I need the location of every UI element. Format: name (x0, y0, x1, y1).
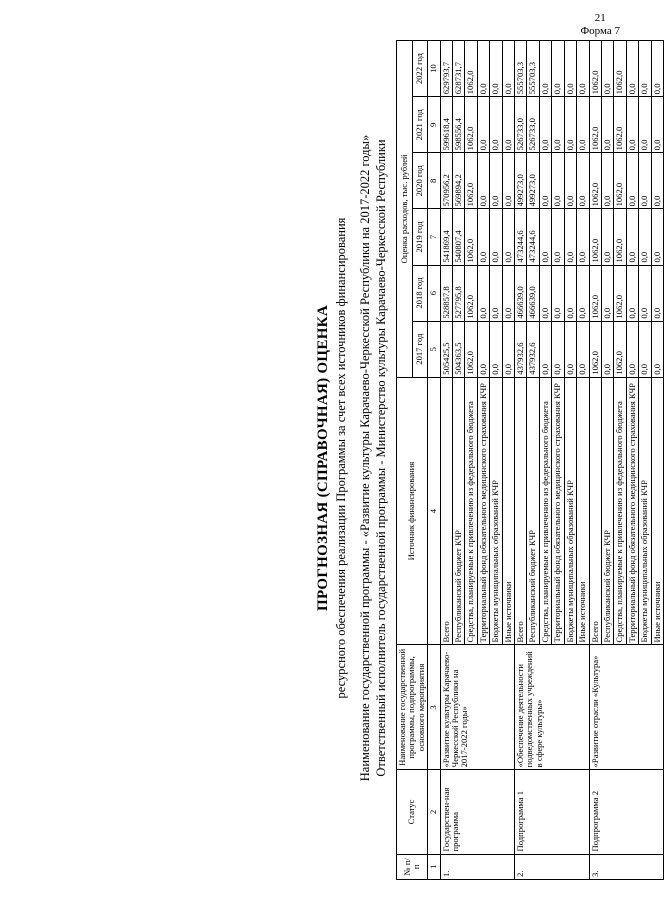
amount-cell: 0,0 (651, 97, 663, 153)
amount-cell: 1062,0 (589, 97, 601, 153)
row-name: «Развитие культуры Карачаево-Черкесской Республики на 2017-2022 годы» (440, 645, 514, 770)
amount-cell: 1062,0 (465, 265, 477, 321)
amount-cell: 499273,0 (527, 153, 539, 209)
amount-cell: 0,0 (502, 153, 514, 209)
amount-cell: 0,0 (626, 97, 638, 153)
amount-cell: 0,0 (502, 321, 514, 377)
amount-cell: 1062,0 (589, 153, 601, 209)
amount-cell: 437932,6 (515, 321, 527, 377)
table-row (440, 41, 452, 880)
amount-cell: 0,0 (490, 97, 502, 153)
amount-cell: 466639,0 (527, 265, 539, 321)
amount-cell: 0,0 (577, 41, 589, 97)
amount-cell: 0,0 (639, 97, 651, 153)
amount-cell: 0,0 (552, 153, 564, 209)
column-number: 5 (428, 321, 440, 377)
header-year: 2022 год (412, 41, 428, 97)
funding-source: Иные источники (651, 377, 663, 645)
amount-cell: 1062,0 (589, 41, 601, 97)
header-estimate: Оценка расходов, тыс. рублей (397, 41, 413, 378)
amount-cell: 1062,0 (589, 209, 601, 265)
header-year: 2018 год (412, 265, 428, 321)
amount-cell: 0,0 (639, 153, 651, 209)
amount-cell: 0,0 (490, 153, 502, 209)
column-number: 3 (428, 645, 440, 770)
column-number: 8 (428, 153, 440, 209)
amount-cell: 0,0 (577, 153, 589, 209)
amount-cell: 0,0 (601, 209, 613, 265)
funding-table (396, 40, 664, 880)
amount-cell: 540807,4 (453, 209, 465, 265)
row-status: Подпрограмма 1 (515, 770, 589, 854)
page-number: 21 (594, 12, 606, 24)
amount-cell: 0,0 (639, 41, 651, 97)
header-year: 2020 год (412, 153, 428, 209)
amount-cell: 0,0 (626, 209, 638, 265)
amount-cell: 0,0 (502, 97, 514, 153)
header-name: Наименование государственной программы, подпрограммы, основного мероприятия (397, 645, 428, 770)
amount-cell: 0,0 (577, 209, 589, 265)
funding-source: Иные источники (502, 377, 514, 645)
funding-source: Республиканский бюджет КЧР (601, 377, 613, 645)
header-row (397, 41, 413, 880)
amount-cell: 0,0 (490, 265, 502, 321)
document-title: ПРОГНОЗНАЯ (СПРАВОЧНАЯ) ОЦЕНКА (315, 305, 331, 611)
column-number: 1 (428, 854, 440, 879)
header-status: Статус (397, 770, 428, 854)
amount-cell: 0,0 (601, 153, 613, 209)
header-year: 2019 год (412, 209, 428, 265)
table-row (589, 41, 601, 880)
amount-cell: 0,0 (477, 41, 489, 97)
amount-cell: 555703,3 (527, 41, 539, 97)
amount-cell: 0,0 (639, 209, 651, 265)
amount-cell: 0,0 (552, 265, 564, 321)
row-name: «Развитие отрасли «Культура» (589, 645, 663, 770)
column-number: 10 (428, 41, 440, 97)
header-source: Источник финансирования (397, 377, 428, 645)
funding-source: Территориальный фонд обязательного медицинского страхования КЧР (552, 377, 564, 645)
funding-source: Средства, планируемые к привлечению из федерального бюджета (465, 377, 477, 645)
amount-cell: 505425,5 (440, 321, 452, 377)
amount-cell: 0,0 (577, 265, 589, 321)
amount-cell: 526733,0 (527, 97, 539, 153)
column-number: 4 (428, 377, 440, 645)
amount-cell: 437932,6 (527, 321, 539, 377)
form-label: Форма 7 (580, 25, 620, 37)
amount-cell: 0,0 (601, 41, 613, 97)
header-num: № п/п (397, 854, 428, 879)
table-body (440, 41, 663, 880)
amount-cell: 1062,0 (589, 321, 601, 377)
amount-cell: 0,0 (564, 321, 576, 377)
amount-cell: 0,0 (639, 265, 651, 321)
amount-cell: 598556,4 (453, 97, 465, 153)
amount-cell: 0,0 (552, 41, 564, 97)
row-name: «Обеспечение деятельности подведомственных учреждений в сфере культуры» (515, 645, 589, 770)
amount-cell: 0,0 (626, 153, 638, 209)
amount-cell: 0,0 (477, 265, 489, 321)
column-number: 9 (428, 97, 440, 153)
amount-cell: 0,0 (539, 41, 551, 97)
amount-cell: 1062,0 (465, 209, 477, 265)
funding-source: Республиканский бюджет КЧР (527, 377, 539, 645)
amount-cell: 0,0 (564, 265, 576, 321)
amount-cell: 628731,7 (453, 41, 465, 97)
amount-cell: 0,0 (651, 153, 663, 209)
funding-source: Всего (515, 377, 527, 645)
amount-cell: 555703,3 (515, 41, 527, 97)
amount-cell: 0,0 (577, 321, 589, 377)
funding-source: Республиканский бюджет КЧР (453, 377, 465, 645)
amount-cell: 527795,8 (453, 265, 465, 321)
funding-source: Бюджеты муниципальных образований КЧР (490, 377, 502, 645)
amount-cell: 0,0 (490, 41, 502, 97)
column-number-row (428, 41, 440, 880)
amount-cell: 599618,4 (440, 97, 452, 153)
amount-cell: 504363,5 (453, 321, 465, 377)
funding-source: Территориальный фонд обязательного медицинского страхования КЧР (626, 377, 638, 645)
amount-cell: 0,0 (552, 321, 564, 377)
program-name: Наименование государственной программы - «Развитие культуры Карачаево-Черкесской Республики на 2017-2022 годы» (358, 134, 372, 782)
funding-source: Бюджеты муниципальных образований КЧР (639, 377, 651, 645)
amount-cell: 1062,0 (614, 41, 626, 97)
amount-cell: 0,0 (490, 321, 502, 377)
amount-cell: 528857,8 (440, 265, 452, 321)
column-number: 2 (428, 770, 440, 854)
amount-cell: 0,0 (601, 97, 613, 153)
amount-cell: 0,0 (539, 265, 551, 321)
rotated-content (28, 28, 662, 888)
amount-cell: 1062,0 (614, 97, 626, 153)
responsible-executor: Ответственный исполнитель государственной программы - Министерство культуры Карачаево-Черкесской Республики (374, 139, 388, 777)
funding-source: Бюджеты муниципальных образований КЧР (564, 377, 576, 645)
amount-cell: 466639,0 (515, 265, 527, 321)
amount-cell: 1062,0 (465, 41, 477, 97)
amount-cell: 1062,0 (465, 321, 477, 377)
amount-cell: 569894,2 (453, 153, 465, 209)
row-number: 2. (515, 854, 589, 879)
amount-cell: 0,0 (601, 321, 613, 377)
amount-cell: 0,0 (651, 265, 663, 321)
amount-cell: 0,0 (651, 209, 663, 265)
amount-cell: 541869,4 (440, 209, 452, 265)
amount-cell: 570956,2 (440, 153, 452, 209)
header-year: 2021 год (412, 97, 428, 153)
amount-cell: 0,0 (626, 321, 638, 377)
amount-cell: 1062,0 (465, 97, 477, 153)
amount-cell: 473244,6 (515, 209, 527, 265)
amount-cell: 0,0 (564, 209, 576, 265)
amount-cell: 1062,0 (614, 153, 626, 209)
amount-cell: 0,0 (552, 97, 564, 153)
funding-source: Всего (589, 377, 601, 645)
row-status: Подпрограмма 2 (589, 770, 663, 854)
amount-cell: 0,0 (539, 209, 551, 265)
row-status: Государствен-ная программа (440, 770, 514, 854)
amount-cell: 0,0 (539, 97, 551, 153)
amount-cell: 1062,0 (614, 209, 626, 265)
amount-cell: 526733,0 (515, 97, 527, 153)
row-number: 1. (440, 854, 514, 879)
amount-cell: 1062,0 (589, 265, 601, 321)
amount-cell: 0,0 (539, 153, 551, 209)
column-number: 6 (428, 265, 440, 321)
table-row (515, 41, 527, 880)
amount-cell: 0,0 (639, 321, 651, 377)
amount-cell: 0,0 (477, 209, 489, 265)
amount-cell: 0,0 (626, 41, 638, 97)
header-year: 2017 год (412, 321, 428, 377)
amount-cell: 0,0 (490, 209, 502, 265)
amount-cell: 499273,0 (515, 153, 527, 209)
funding-source: Иные источники (577, 377, 589, 645)
document-subtitle: ресурсного обеспечения реализации Программы за счет всех источников финансирования (334, 217, 348, 699)
amount-cell: 0,0 (564, 41, 576, 97)
amount-cell: 0,0 (539, 321, 551, 377)
amount-cell: 0,0 (651, 41, 663, 97)
amount-cell: 1062,0 (614, 265, 626, 321)
amount-cell: 0,0 (477, 97, 489, 153)
amount-cell: 0,0 (651, 321, 663, 377)
row-number: 3. (589, 854, 663, 879)
funding-source: Всего (440, 377, 452, 645)
amount-cell: 0,0 (564, 153, 576, 209)
amount-cell: 0,0 (626, 265, 638, 321)
funding-source: Территориальный фонд обязательного медицинского страхования КЧР (477, 377, 489, 645)
amount-cell: 0,0 (502, 209, 514, 265)
amount-cell: 0,0 (502, 41, 514, 97)
amount-cell: 0,0 (552, 209, 564, 265)
funding-source: Средства, планируемые к привлечению из федерального бюджета (539, 377, 551, 645)
amount-cell: 0,0 (577, 97, 589, 153)
column-number: 7 (428, 209, 440, 265)
amount-cell: 0,0 (477, 321, 489, 377)
amount-cell: 0,0 (502, 265, 514, 321)
amount-cell: 473244,6 (527, 209, 539, 265)
amount-cell: 0,0 (477, 153, 489, 209)
amount-cell: 1062,0 (465, 153, 477, 209)
amount-cell: 629793,7 (440, 41, 452, 97)
amount-cell: 0,0 (601, 265, 613, 321)
amount-cell: 0,0 (564, 97, 576, 153)
funding-source: Средства, планируемые к привлечению из федерального бюджета (614, 377, 626, 645)
amount-cell: 1062,0 (614, 321, 626, 377)
